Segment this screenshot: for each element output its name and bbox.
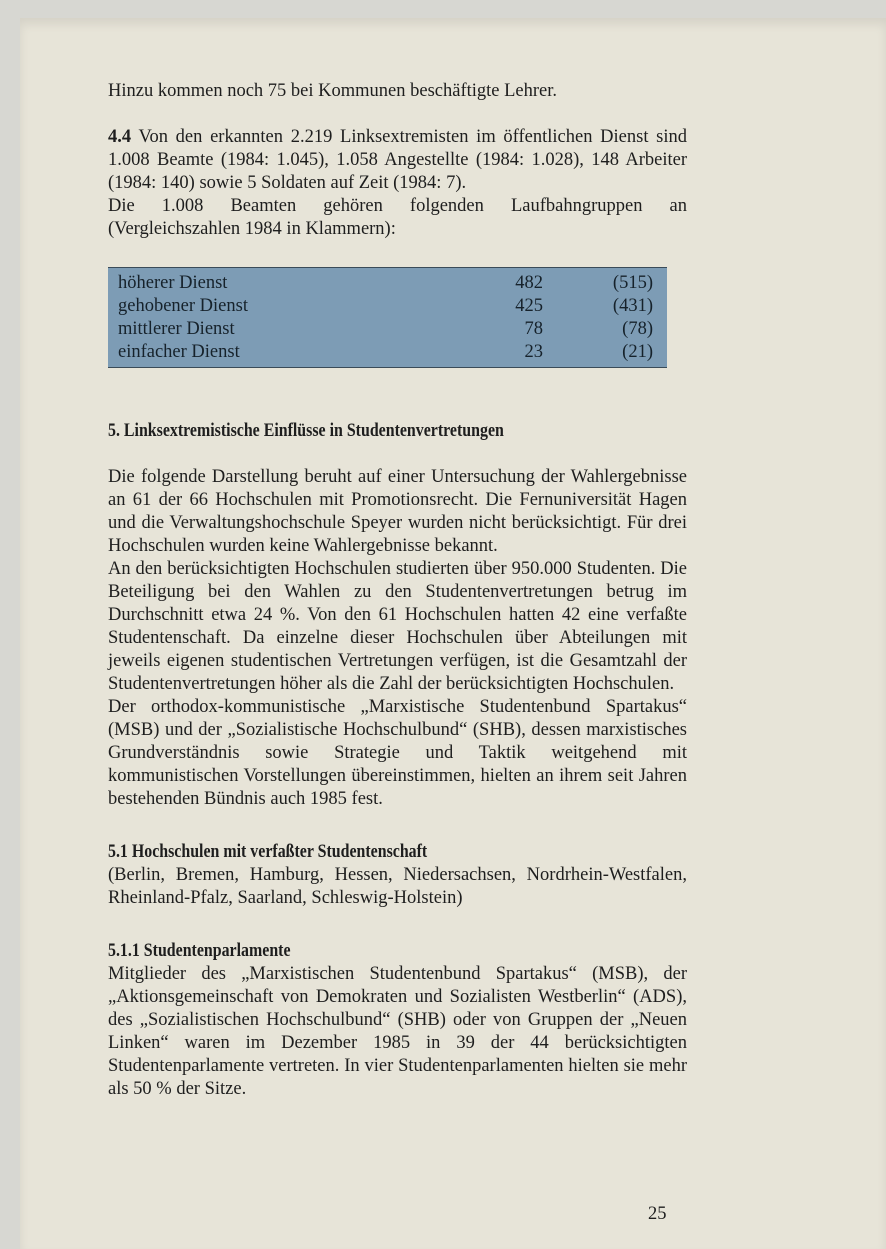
- section-5-paragraph-2: An den berücksichtigten Hochschulen studierten über 950.000 Studenten. Die Beteiligung bei den Wahlen zu den Studentenvertretungen betrug im Durchschnitt etwa 24 %. Von den 61 Hochschulen hatten 42 eine verfaßte Studentenschaft. Da einzelne dieser Hochschulen über Abteilungen mit jeweils eigenen studentischen Vertretungen verfügen, ist die Gesamtzahl der Studentenvertretungen höher als die Zahl der berücksichtigten Hochschulen.: [108, 559, 687, 694]
- row-prev-value: (21): [622, 342, 653, 362]
- section-5-1-text: (Berlin, Bremen, Hamburg, Hessen, Niedersachsen, Nordrhein-Westfalen, Rheinland-Pfalz, Saarland, Schleswig-Holstein): [108, 865, 687, 908]
- table-row: [108, 341, 667, 364]
- section-5-1-1-heading: 5.1.1 Studentenparlamente: [108, 941, 291, 961]
- row-prev-value: (431): [612, 296, 653, 316]
- career-group-table-grid: [108, 272, 667, 364]
- paragraph-4-4-text: Von den erkannten 2.219 Linksextremisten im öffentlichen Dienst sind 1.008 Beamte (1984: 1.045), 1.058 Angestellte (1984: 1.028), 148 Arbeiter (1984: 140) sowie 5 Soldaten auf Zeit (1984: 7).: [108, 127, 687, 193]
- row-label: mittlerer Dienst: [118, 319, 235, 339]
- section-5-1-heading: 5.1 Hochschulen mit verfaßter Studentenschaft: [108, 842, 428, 862]
- table-row: [108, 272, 667, 295]
- table-row: [108, 318, 667, 341]
- row-prev-value: (78): [622, 319, 653, 339]
- paragraph-4-4-continued: Die 1.008 Beamten gehören folgenden Laufbahngruppen an (Vergleichszahlen 1984 in Klammern):: [108, 196, 687, 239]
- paragraph-4-4: [108, 126, 687, 195]
- page-content: [108, 80, 687, 1101]
- table-row: [108, 295, 667, 318]
- row-value: 23: [524, 342, 543, 362]
- row-prev-value: (515): [612, 273, 653, 293]
- document-page: [20, 18, 886, 1249]
- row-value: 482: [515, 273, 543, 293]
- section-5-paragraph-1: Die folgende Darstellung beruht auf einer Untersuchung der Wahlergebnisse an 61 der 66 Hochschulen mit Promotionsrecht. Die Fernuniversität Hagen und die Verwaltungshochschule Speyer wurden nicht berücksichtigt. Für drei Hochschulen wurden keine Wahlergebnisse bekannt.: [108, 467, 687, 556]
- row-label: höherer Dienst: [118, 273, 228, 293]
- row-label: gehobener Dienst: [118, 296, 248, 316]
- intro-line: Hinzu kommen noch 75 bei Kommunen beschäftigte Lehrer.: [108, 81, 558, 101]
- section-5-paragraph-3: Der orthodox-kommunistische „Marxistische Studentenbund Spartakus“ (MSB) und der „Sozialistische Hochschulbund“ (SHB), dessen marxistisches Grundverständnis sowie Strategie und Taktik weitgehend mit kommunistischen Vorstellungen übereinstimmen, hielten an ihrem seit Jahren bestehenden Bündnis auch 1985 fest.: [108, 697, 687, 809]
- section-5-heading: 5. Linksextremistische Einflüsse in Studentenvertretungen: [108, 421, 504, 441]
- career-group-table: [108, 267, 667, 368]
- row-value: 425: [515, 296, 543, 316]
- row-value: 78: [524, 319, 543, 339]
- page-number: 25: [648, 1204, 667, 1224]
- section-number-4-4: 4.4: [108, 127, 132, 147]
- row-label: einfacher Dienst: [118, 342, 240, 362]
- section-5-1-1-text: Mitglieder des „Marxistischen Studentenbund Spartakus“ (MSB), der „Aktionsgemeinschaft von Demokraten und Sozialisten Westberlin“ (ADS), des „Sozialistischen Hochschulbund“ (SHB) oder von Gruppen der „Neuen Linken“ waren im Dezember 1985 in 39 der 44 berücksichtigten Studentenparlamente vertreten. In vier Studentenparlamenten hielten sie mehr als 50 % der Sitze.: [108, 964, 687, 1099]
